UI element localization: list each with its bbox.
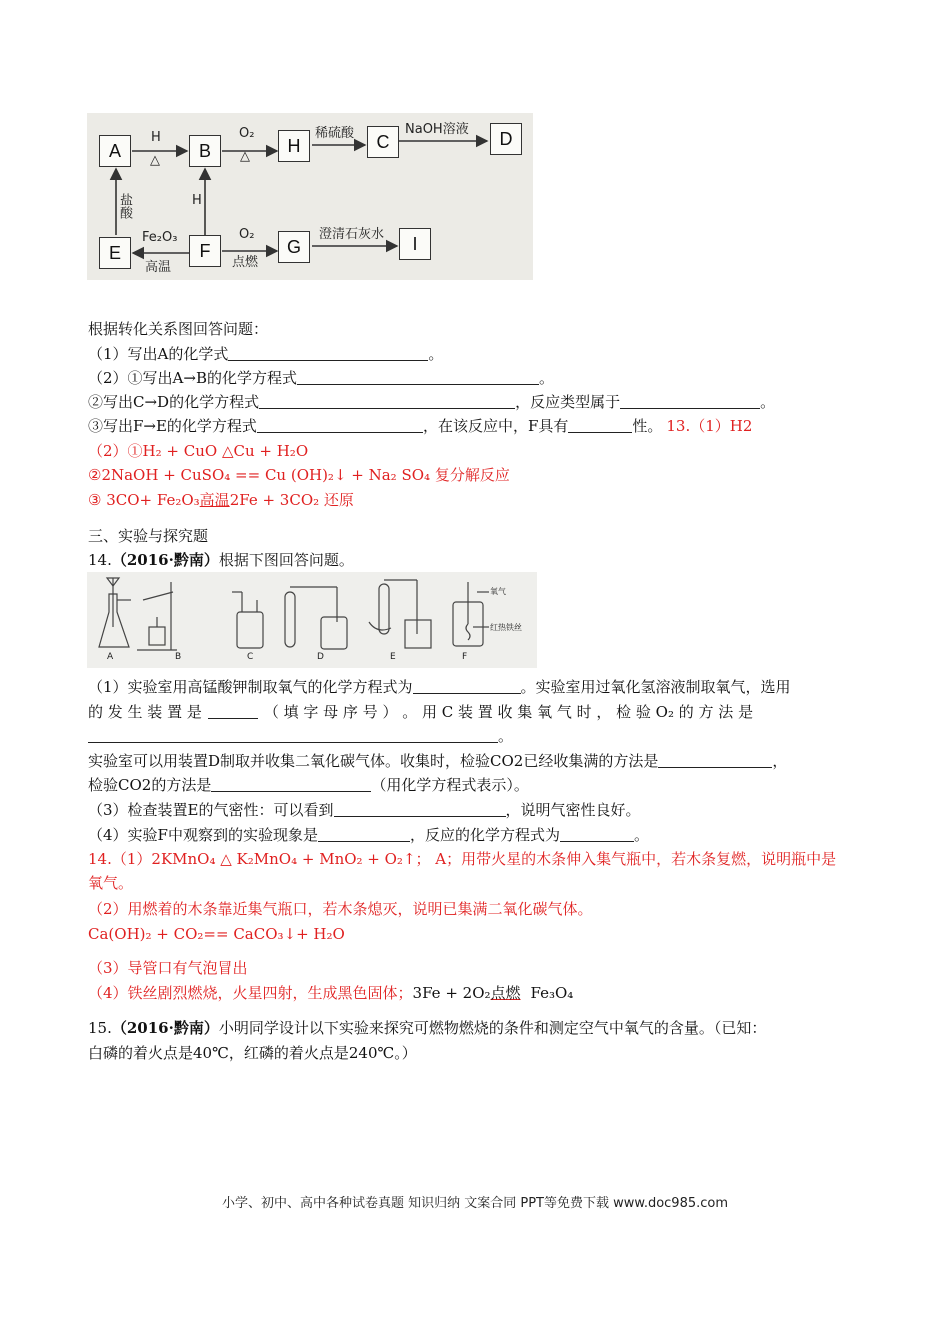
q14-answer-1: 14.（1）2KMnO₄ △ K₂MnO₄ + MnO₂ + O₂↑； A；用带火星的木条伸入集气瓶中，若木条复燃，说明瓶中是 (88, 850, 837, 868)
edge-ab-bottom: △ (150, 153, 160, 168)
q14-p2-text: 的 发 生 装 置 是 (88, 703, 202, 721)
answer-blank[interactable] (658, 752, 772, 768)
q14-p3-end: 。 (498, 727, 514, 745)
apparatus-figure (87, 572, 537, 668)
apparatus-label-d: D (317, 652, 324, 662)
q14-answer-5 (88, 982, 573, 1004)
answer-blank[interactable] (560, 826, 634, 842)
apparatus-label-f: F (462, 652, 468, 662)
node-c: C (367, 126, 399, 158)
q15-line-2: 白磷的着火点是40℃，红磷的着火点是240℃。） (88, 1044, 417, 1062)
q14-p6-end: ，说明气密性良好。 (505, 801, 641, 819)
q14-stem (88, 549, 354, 571)
node-h: H (278, 130, 310, 162)
page-footer: 小学、初中、高中各种试卷真题 知识归纳 文案合同 PPT等免费下载 www.doc985.com (221, 1196, 729, 1211)
q13-l4-mid: ，在该反应中，F具有 (422, 417, 569, 435)
q13-line-1 (88, 343, 443, 365)
answer-blank[interactable] (211, 776, 371, 792)
section-3-heading: 三、实验与探究题 (88, 527, 209, 545)
q14-a5-cond: 点燃 (490, 984, 521, 1002)
q14-p5-end: （用化学方程式表示）。 (371, 776, 529, 794)
q14-answer-4: （3）导管口有气泡冒出 (88, 959, 248, 977)
q15-source: （2016·黔南） (111, 1019, 219, 1037)
q14-line-6 (88, 799, 641, 821)
edge-fg-bottom: 点燃 (232, 255, 259, 270)
edge-ef-bottom: 高温 (145, 260, 172, 275)
q14-line-7 (88, 824, 649, 846)
answer-blank[interactable] (259, 393, 515, 409)
apparatus-label-a: A (107, 652, 114, 662)
q14-number: 14. (88, 551, 112, 569)
answer-blank[interactable] (318, 826, 410, 842)
q14-answer-2: （2）用燃着的木条靠近集气瓶口，若木条熄灭，说明已集满二氧化碳气体。 (88, 900, 593, 918)
edge-fg-top: O₂ (239, 227, 255, 242)
answer-blank[interactable] (620, 393, 760, 409)
node-d: D (490, 123, 522, 155)
q13-l3-mid: ，反应类型属于 (515, 393, 621, 411)
edge-bh-bottom: △ (240, 149, 250, 164)
q13-l1-end: 。 (428, 345, 444, 363)
q14-line-1 (88, 676, 791, 698)
q13-l1-text: （1）写出A的化学式 (88, 345, 229, 363)
q13-ans4-c: 2Fe + 3CO₂ 还原 (229, 491, 354, 509)
q14-answer-1b: 氧气。 (88, 874, 134, 892)
edge-hc: 稀硫酸 (315, 126, 355, 141)
q13-l2-end: 。 (538, 369, 554, 387)
q14-a5-text: （4）铁丝剧烈燃烧，火星四射，生成黑色固体； (88, 984, 413, 1002)
q14-p2-end: （ 填 字 母 序 号 ） 。 用 C 装 置 收 集 氧 气 时 ， 检 验 O₂ 的 方 法 是 (263, 703, 754, 721)
q14-line-2 (88, 701, 753, 723)
edge-ab-top: H (151, 130, 161, 145)
q14-line-5 (88, 774, 529, 796)
q14-p4-end: ， (772, 752, 788, 770)
answer-blank[interactable] (334, 801, 506, 817)
q13-answer-1: 13.（1）H2 (666, 417, 753, 435)
edge-bh-top: O₂ (239, 126, 255, 141)
q14-answer-3: Ca(OH)₂ + CO₂== CaCO₃↓+ H₂O (88, 925, 345, 943)
q15-line-1 (88, 1017, 766, 1039)
q14-a5-product: Fe₃O₄ (530, 984, 574, 1002)
node-a: A (99, 135, 131, 167)
answer-blank[interactable] (568, 417, 632, 433)
answer-blank[interactable] (413, 678, 521, 694)
answer-blank[interactable] (297, 369, 539, 385)
q13-line-3 (88, 391, 775, 413)
q13-l4-text: ③写出F→E的化学方程式 (88, 417, 257, 435)
apparatus-label-e: E (390, 652, 396, 662)
edge-ef-top: Fe₂O₃ (142, 230, 178, 245)
apparatus-label-c: C (247, 652, 254, 662)
q14-p6-text: （3）检查装置E的气密性：可以看到 (88, 801, 334, 819)
apparatus-text-oxygen: 氧气 (490, 587, 506, 596)
answer-blank[interactable] (257, 417, 423, 433)
q13-answer-2: （2）①H₂ + CuO △Cu + H₂O (88, 442, 309, 460)
q15-l1-text: 小明同学设计以下实验来探究可燃物燃烧的条件和测定空气中氧气的含量。（已知： (218, 1019, 767, 1037)
q13-l2-text: （2）①写出A→B的化学方程式 (88, 369, 297, 387)
q14-p7-end: 。 (633, 826, 649, 844)
answer-blank[interactable] (88, 727, 498, 743)
node-b: B (189, 135, 221, 167)
q13-line-4 (88, 415, 752, 437)
q13-line-2 (88, 367, 554, 389)
q13-l3-text: ②写出C→D的化学方程式 (88, 393, 260, 411)
q14-p1-end: 。实验室用过氧化氢溶液制取氧气，选用 (520, 678, 791, 696)
q14-p1-text: （1）实验室用高锰酸钾制取氧气的化学方程式为 (88, 678, 413, 696)
q14-p5-text: 检验CO2的方法是 (88, 776, 212, 794)
q13-answer-4 (88, 489, 354, 511)
q13-answer-3: ②2NaOH + CuSO₄ == Cu (OH)₂↓ + Na₂ SO₄ 复分解反应 (88, 466, 510, 484)
q14-stem-text: 根据下图回答问题。 (218, 551, 354, 569)
q14-p7-text: （4）实验F中观察到的实验现象是 (88, 826, 318, 844)
q15-number: 15. (88, 1019, 112, 1037)
edge-fb: H (192, 193, 202, 208)
node-f: F (189, 235, 221, 267)
flow-diagram (87, 113, 533, 280)
answer-blank[interactable] (228, 345, 428, 361)
node-i: I (399, 228, 431, 260)
node-g: G (278, 231, 310, 263)
edge-gi: 澄清石灰水 (319, 227, 385, 242)
q13-l4-end: 性。 (632, 417, 663, 435)
q14-line-3 (88, 725, 513, 747)
q13-intro: 根据转化关系图回答问题： (88, 320, 269, 338)
node-e: E (99, 237, 131, 269)
apparatus-drawings (87, 572, 537, 668)
q14-line-4 (88, 750, 787, 772)
answer-blank[interactable] (208, 703, 258, 719)
edge-cd: NaOH溶液 (405, 122, 469, 137)
q14-p4-text: 实验室可以用装置D制取并收集二氧化碳气体。收集时，检验CO2已经收集满的方法是 (88, 752, 659, 770)
apparatus-label-b: B (175, 652, 182, 662)
apparatus-text-wire: 红热铁丝 (490, 623, 522, 632)
q14-source: （2016·黔南） (111, 551, 219, 569)
q13-ans4-a: ③ 3CO+ Fe₂O₃ (88, 491, 200, 509)
q14-a5-eq: 3Fe + 2O₂ (412, 984, 491, 1002)
q13-l3-end: 。 (760, 393, 776, 411)
q14-p7-mid: ，反应的化学方程式为 (409, 826, 560, 844)
q13-ans4-cond: 高温 (199, 491, 230, 509)
edge-ea: 盐酸 (117, 193, 132, 219)
